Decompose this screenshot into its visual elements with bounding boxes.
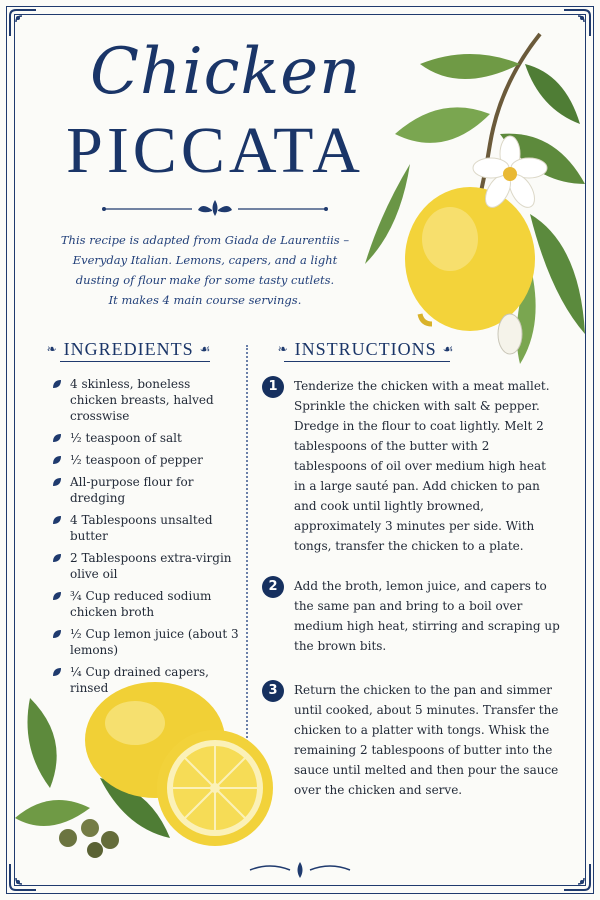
leaf-bullet-icon — [52, 433, 62, 443]
ingredients-heading-label: INGREDIENTS — [63, 338, 194, 359]
ingredient-text: All-purpose flour for dredging — [70, 475, 194, 505]
step-text: Tenderize the chicken with a meat mallet. Sprinkle the chicken with salt & pepper. Dredge in the flour to coat lightly. Melt 2 tablespoons of the butter with 2 tablespoons of oil over medium high heat in a large sauté pan. Add chicken to pan and cook until lightly browned, approximately 3 minutes per side. With tongs, transfer the chicken to a plate. — [294, 379, 550, 553]
intro-text: This recipe is adapted from Giada de Laurentiis – Everyday Italian. Lemons, capers, and a light dusting of flour make for some tasty cutlets. It makes 4 main course servings. — [60, 233, 350, 307]
fleur-ornament-icon: ☙ — [442, 341, 455, 356]
list-item — [50, 452, 240, 468]
list-item — [50, 550, 240, 582]
ingredients-list — [50, 376, 240, 702]
fleur-ornament-icon — [100, 198, 330, 220]
ingredients-rule — [60, 361, 210, 362]
title-script: Chicken — [90, 35, 362, 109]
step-text: Return the chicken to the pan and simmer until cooked, about 5 minutes. Transfer the chicken to a platter with tongs. Whisk the remaining 2 tablespoons of butter into the sauce until melted and then pour the sauce over the chicken and serve. — [294, 683, 559, 797]
list-item — [50, 588, 240, 620]
ingredient-text: 2 Tablespoons extra-virgin olive oil — [70, 551, 232, 581]
list-item — [50, 512, 240, 544]
corner-ornament-icon — [8, 8, 38, 38]
ingredient-text: ¾ Cup reduced sodium chicken broth — [70, 589, 212, 619]
list-item — [50, 474, 240, 506]
leaf-bullet-icon — [52, 629, 62, 639]
ingredient-text: ½ teaspoon of salt — [70, 431, 182, 445]
leaf-bullet-icon — [52, 379, 62, 389]
fleur-ornament-icon: ❧ — [277, 341, 289, 356]
leaf-bullet-icon — [52, 515, 62, 525]
ingredient-text: 4 skinless, boneless chicken breasts, halved crosswise — [70, 377, 214, 423]
step-number-badge: 2 — [262, 576, 284, 598]
ingredient-text: 4 Tablespoons unsalted butter — [70, 513, 213, 543]
lemon-halves-illustration — [10, 668, 280, 868]
leaf-bullet-icon — [52, 477, 62, 487]
fleur-ornament-icon: ❧ — [46, 341, 58, 356]
step-number-badge: 3 — [262, 680, 284, 702]
instructions-heading — [268, 336, 464, 362]
lemon-branch-illustration — [350, 24, 590, 374]
step-number-badge: 1 — [262, 376, 284, 398]
instructions-rule — [284, 361, 450, 362]
leaf-bullet-icon — [52, 455, 62, 465]
ingredient-text: ½ Cup lemon juice (about 3 lemons) — [70, 627, 239, 657]
fleur-ornament-icon — [240, 860, 360, 880]
step-text: Add the broth, lemon juice, and capers to the same pan and bring to a boil over medium high heat, stirring and scraping up the brown bits. — [294, 579, 560, 653]
ingredient-text: ¼ Cup drained capers, rinsed — [70, 665, 209, 695]
leaf-bullet-icon — [52, 591, 62, 601]
page-title: PICCATA — [66, 114, 364, 187]
list-item — [50, 376, 240, 424]
instructions-heading-label: INSTRUCTIONS — [294, 338, 437, 359]
ingredient-text: ½ teaspoon of pepper — [70, 453, 203, 467]
list-item — [50, 626, 240, 658]
ingredients-heading — [44, 336, 214, 362]
list-item — [50, 430, 240, 446]
leaf-bullet-icon — [52, 553, 62, 563]
fleur-ornament-icon: ☙ — [199, 341, 212, 356]
corner-ornament-icon — [562, 862, 592, 892]
